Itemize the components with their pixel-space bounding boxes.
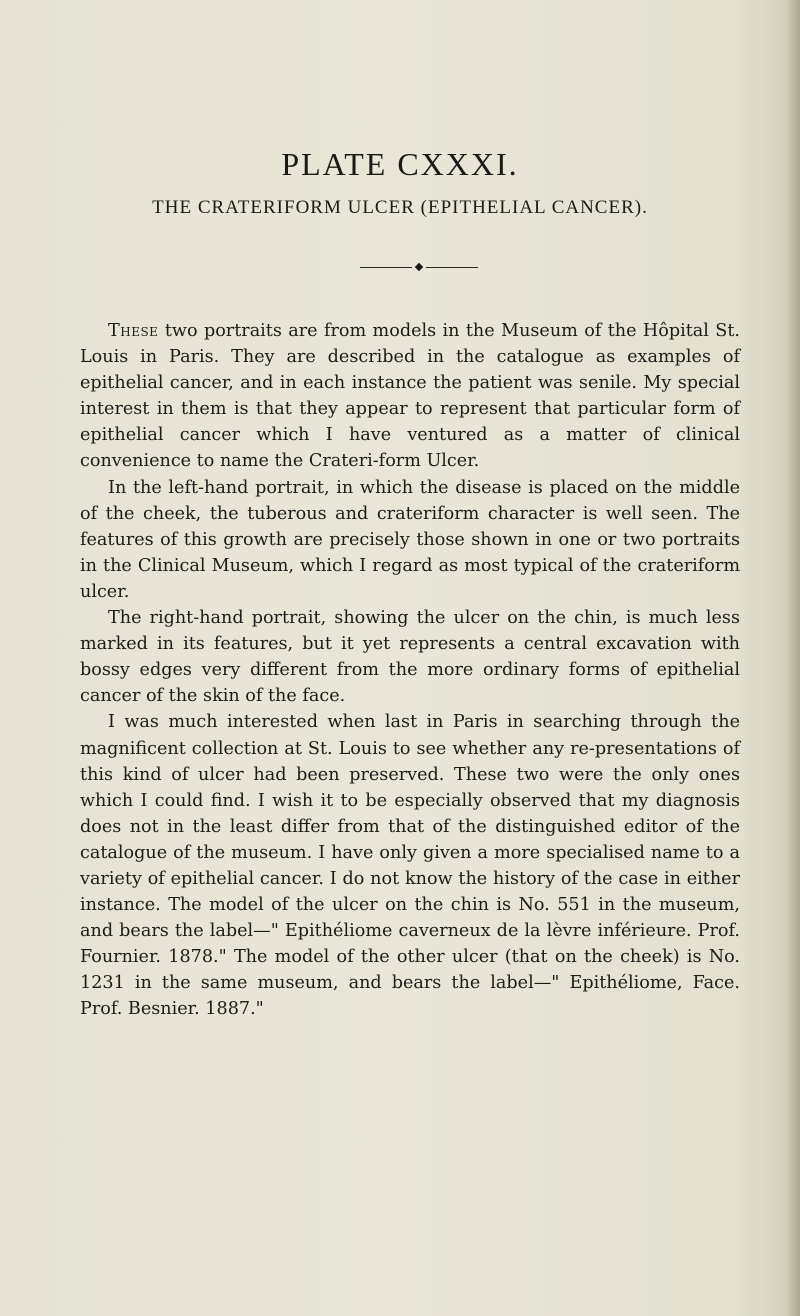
paragraph-3: The right-hand portrait, showing the ulcer on the chin, is much less marked in its features, but it yet represents a central excavation with bossy edges very different from the more ordinary forms of epithelial cancer of the skin of the face. [80, 608, 740, 707]
paragraph-2: In the left-hand portrait, in which the disease is placed on the middle of the cheek, the tuberous and crateriform character is well seen. The features of this growth are precisely those shown in one or two portraits in the Clinical Museum, which I regard as most typical of the crateriform ulcer. [80, 477, 740, 602]
diamond-icon [415, 263, 423, 271]
paragraph-1-text: two portraits are from models in the Museum of the Hôpital St. Louis in Paris. They are described in the catalogue as examples of epithelial cancer, and in each instance the patient was senile. My special interest in them is that they appear to represent that particular form of epithelial cancer which I have ventured as a matter of clinical convenience to name the Crateri-form Ulcer. [80, 321, 741, 472]
divider-line-left [360, 267, 412, 268]
divider-line-right [426, 267, 478, 268]
plate-subtitle: THE CRATERIFORM ULCER (EPITHELIAL CANCER). [152, 197, 648, 218]
lead-word: These [108, 321, 159, 341]
body-text [80, 318, 740, 1023]
paragraph-1 [80, 318, 740, 475]
plate-title: PLATE CXXXI. [281, 146, 519, 182]
divider-ornament [360, 262, 480, 274]
paragraph-4: I was much interested when last in Paris in searching through the magnificent collection at St. Louis to see whether any re-presentations of this kind of ulcer had been preserved. These two were the only ones which I could find. I wish it to be especially observed that my diagnosis does not in the least differ from that of the distinguished editor of the catalogue of the museum. I have only given a more specialised name to a variety of epithelial cancer. I do not know the history of the case in either instance. The model of the ulcer on the chin is No. 551 in the museum, and bears the label—" Epithéliome caverneux de la lèvre inférieure. Prof. Fournier. 1878." The model of the other ulcer (that on the cheek) is No. 1231 in the same museum, and bears the label—" Epithéliome, Face. Prof. Besnier. 1887." [80, 712, 740, 1020]
